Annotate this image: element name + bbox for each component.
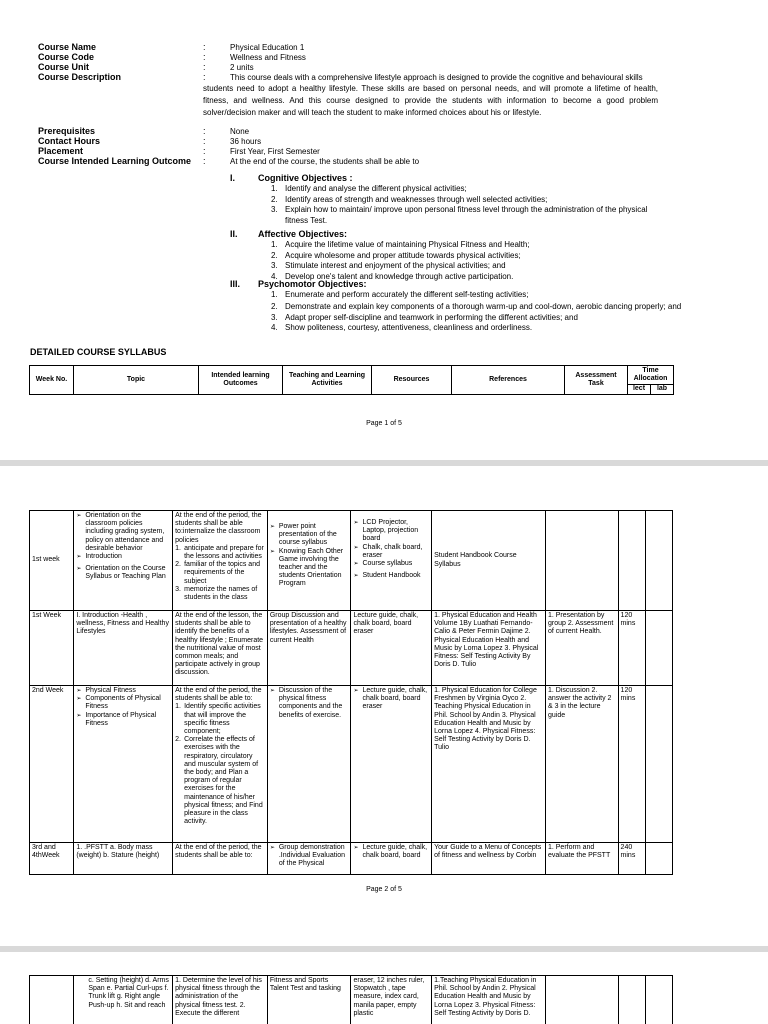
ilo-cell: 1. Determine the level of his physical fitness through the administration of the physical fitness test. 2. Execute the different: [173, 976, 268, 1024]
colon: :: [203, 156, 206, 166]
section-number: I.: [230, 173, 236, 183]
page-1: [0, 0, 768, 460]
prerequisites-value: None: [230, 127, 250, 136]
lab-cell: [645, 976, 672, 1024]
course-description-value: This course deals with a comprehensive lifestyle approach is designed to provide the cognitive and behavioural skills: [230, 73, 643, 82]
list-item: 3. Explain how to maintain/ improve upon personal fitness level through the administration of the physical fitness Test.: [271, 205, 648, 225]
lab-cell: [645, 611, 672, 686]
tla-cell: Fitness and Sports Talent Test and tasking: [267, 976, 351, 1024]
table-row: [30, 976, 673, 1024]
list-item: ➢ Components of Physical Fitness: [76, 695, 170, 711]
assessment-cell: [545, 511, 618, 611]
table-row: [30, 511, 673, 611]
resources-cell: [351, 843, 432, 875]
syllabus-table-page-2: [29, 510, 673, 875]
list-item: 1. Enumerate and perform accurately the different self-testing activities;: [271, 290, 529, 299]
colon: :: [203, 62, 206, 72]
lect-cell: [618, 976, 645, 1024]
topic-cell: [74, 686, 173, 843]
resources-cell: Lecture guide, chalk, chalk board, board eraser: [351, 611, 432, 686]
ilo-intro: At the end of the period, the students shall be able to:internalize the classroom policies: [175, 512, 262, 544]
table-row: [30, 686, 673, 843]
tla-cell: [267, 843, 351, 875]
list-item: 2. Identify areas of strength and weaknesses through well selected activities;: [271, 194, 548, 204]
prerequisites-label: Prerequisites: [38, 126, 96, 136]
list-item: ➢ Importance of Physical Fitness: [76, 712, 170, 728]
course-code-value: Wellness and Fitness: [230, 53, 306, 62]
course-unit-label: Course Unit: [38, 62, 90, 72]
assessment-cell: 1. Presentation by group 2. Assessment of current Health.: [545, 611, 618, 686]
col-references: References: [452, 366, 565, 395]
ilo-value: At the end of the course, the students shall be able to: [230, 157, 420, 166]
references-cell: 1. Physical Education for College Freshmen by Virginia Oyco 2. Teaching Physical Education in Phil. School by Andin 3. Physical Education Health and Music by Lorna Lopez 4. Physical Fitness: Self Testing Activity by Doris D. Tulio: [432, 686, 546, 843]
lect-cell: [618, 511, 645, 611]
list-item: 3. Adapt proper self-discipline and teamwork in performing the different activities; and: [271, 312, 578, 322]
topic-cell: I. Introduction -Health , wellness, Fitness and Healthy Lifestyles: [74, 611, 173, 686]
week-cell: 1st week: [30, 511, 74, 611]
cognitive-objectives-title: Cognitive Objectives :: [258, 173, 353, 183]
topic-cell: [74, 511, 173, 611]
col-tla: Teaching and Learning Activities: [283, 366, 372, 395]
tla-cell: [267, 686, 351, 843]
affective-objectives-title: Affective Objectives:: [258, 229, 348, 239]
ilo-cell: [173, 511, 268, 611]
ilo-label: Course Intended Learning Outcome: [38, 156, 192, 166]
tla-cell: [267, 511, 351, 611]
contact-hours-label: Contact Hours: [38, 136, 101, 146]
topic-cell: 1. .PFSTT a. Body mass (weight) b. Stature (height): [74, 843, 173, 875]
lab-cell: [645, 843, 672, 875]
references-cell: Student Handbook Course Syllabus: [432, 511, 546, 611]
table-row: [30, 611, 673, 686]
lect-cell: 120 mins: [618, 611, 645, 686]
cognitive-objectives-list: [271, 184, 661, 226]
colon: :: [203, 136, 206, 146]
lab-cell: [645, 511, 672, 611]
col-week: Week No.: [30, 366, 74, 395]
course-name-label: Course Name: [38, 42, 97, 52]
list-item: ➢ Introduction: [76, 553, 170, 561]
list-item: ➢ Orientation on the Course Syllabus or Teaching Plan: [76, 565, 170, 581]
placement-value: First Year, First Semester: [230, 147, 320, 156]
section-number: II.: [230, 229, 238, 239]
page-number: Page 1 of 5: [366, 420, 402, 427]
list-item: 1. Identify and analyse the different physical activities;: [271, 184, 467, 193]
list-item: ➢ Physical Fitness: [76, 687, 170, 695]
col-topic: Topic: [74, 366, 199, 395]
list-item: 3. memorize the names of students in the class: [175, 585, 258, 602]
course-description-continued: students need to adopt a healthy lifestyle. These skills are based on personal needs, and will promote a lifetime of health, fitness, and wellness. And this course designed to provide the students with information to become a good problem solver/decision maker and will teach the student to make informed choices about his or lifestyle.: [203, 84, 658, 117]
resources-cell: [351, 511, 432, 611]
list-item: 1. Acquire the lifetime value of maintaining Physical Fitness and Health;: [271, 240, 530, 249]
ilo-cell: At the end of the period, the students shall be able to:: [173, 843, 268, 875]
section-number: III.: [230, 279, 241, 289]
colon: :: [203, 72, 206, 82]
list-item: ➢ Lecture guide, chalk, chalk board, board eraser: [353, 687, 429, 712]
list-item: ➢ Power point presentation of the course syllabus: [270, 523, 349, 548]
list-item: 2. Acquire wholesome and proper attitude towards physical activities;: [271, 250, 521, 260]
syllabus-header-table: [29, 365, 674, 395]
page-number: Page 2 of 5: [366, 886, 402, 893]
col-lab: lab: [651, 385, 674, 394]
references-cell: 1.Teaching Physical Education in Phil. School by Andin 2. Physical Education Health and Music by Lorna Lopez 3. Physical Fitness: Self Testing Activity by Doris D.: [432, 976, 546, 1024]
page-2: [0, 466, 768, 946]
list-item: 1. Identify specific activities that will improve the specific fitness component;: [175, 703, 261, 736]
ilo-cell: [173, 686, 268, 843]
week-cell: [30, 976, 74, 1024]
week-cell: 2nd Week: [30, 686, 74, 843]
contact-hours-value: 36 hours: [230, 137, 262, 146]
assessment-cell: 1. Discussion 2. answer the activity 2 & 3 in the lecture guide: [545, 686, 618, 843]
lect-cell: 120 mins: [618, 686, 645, 843]
list-item: 3. Stimulate interest and enjoyment of the physical activities; and: [271, 261, 506, 270]
references-cell: 1. Physical Education and Health Volume 1By Luathati Fernando-Calio & Peter Fermin Dajime 2. Physical Education Health and Music by Lorna Lopez 3. Physical Fitness: Self Testing Activity By Doris D. Tulio: [432, 611, 546, 686]
affective-objectives-list: [271, 240, 691, 282]
course-description-label: Course Description: [38, 72, 122, 82]
course-code-label: Course Code: [38, 52, 95, 62]
list-item: ➢ Knowing Each Other Game involving the teacher and the students Orientation Program: [270, 548, 349, 589]
topic-cell: c. Setting (height) d. Arms Span e. Partial Curl-ups f. Trunk lift g. Right angle Push-up h. Sit and reach: [74, 976, 173, 1024]
course-unit-value: 2 units: [230, 63, 254, 72]
resources-cell: eraser, 12 inches ruler, Stopwatch , tape measure, index card, manila paper, empty plastic: [351, 976, 432, 1024]
ilo-cell: At the end of the lesson, the students shall be able to identify the benefits of a healthy lifestyle ; Enumerate the nutritional value of most common meals; and participate actively in group discussion.: [173, 611, 268, 686]
col-resources: Resources: [372, 366, 452, 395]
assessment-cell: 1. Perform and evaluate the PFSTT: [545, 843, 618, 875]
list-item: ➢ LCD Projector, Laptop, projection board: [353, 519, 429, 544]
col-ilo: Intended learning Outcomes: [199, 366, 283, 395]
list-item: 2. familiar of the topics and requirements of the subject: [175, 561, 260, 585]
page-3: [0, 952, 768, 1024]
references-cell: Your Guide to a Menu of Concepts of fitness and wellness by Corbin: [432, 843, 546, 875]
colon: :: [203, 52, 206, 62]
syllabus-heading: DETAILED COURSE SYLLABUS: [30, 347, 167, 357]
week-cell: 3rd and 4thWeek: [30, 843, 74, 875]
course-name-value: Physical Education 1: [230, 43, 305, 52]
placement-label: Placement: [38, 146, 84, 156]
syllabus-table-page-3: [29, 975, 673, 1024]
week-cell: 1st Week: [30, 611, 74, 686]
list-item: ➢ Lecture guide, chalk, chalk board, board: [353, 844, 429, 860]
lab-cell: [645, 686, 672, 843]
list-item: 4. Develop one's talent and knowledge through active participation.: [271, 271, 514, 281]
ilo-intro: At the end of the period, the students shall be able to:: [175, 687, 262, 703]
list-item: ➢ Course syllabus: [353, 560, 429, 568]
tla-cell: Group Discussion and presentation of a healthy lifestyles. Assessment of current Health: [267, 611, 351, 686]
list-item: ➢ Discussion of the physical fitness components and the benefits of exercise.: [270, 687, 349, 720]
resources-cell: [351, 686, 432, 843]
col-assessment: Assessment Task: [565, 366, 628, 395]
list-item: 2. Demonstrate and explain key components of a thorough warm-up and cool-down, aerobic dancing properly; and: [271, 301, 682, 311]
list-item: 4. Show politeness, courtesy, attentiveness, cleanliness and orderliness.: [271, 323, 533, 332]
psychomotor-objectives-list: [271, 290, 696, 334]
colon: :: [203, 42, 206, 52]
psychomotor-objectives-title: Psychomotor Objectives:: [258, 279, 367, 289]
colon: :: [203, 126, 206, 136]
table-row: [30, 843, 673, 875]
list-item: ➢ Chalk, chalk board, eraser: [353, 544, 429, 560]
col-time-allocation: Time Allocation: [628, 366, 674, 385]
col-lect: lect: [628, 385, 651, 394]
list-item: 1. anticipate and prepare for the lessons and activities: [175, 544, 264, 561]
list-item: ➢ Student Handbook: [353, 572, 429, 580]
colon: :: [203, 146, 206, 156]
list-item: 2. Correlate the effects of exercises with the respiratory, circulatory and muscular system of the body; and Plan a program of regular exercises for the maintenance of his/her physical fitness; and Find pleasure in the class activity.: [175, 736, 263, 826]
lect-cell: 240 mins: [618, 843, 645, 875]
list-item: ➢ Orientation on the classroom policies including grading system, policy on attendance and desirable behavior: [76, 512, 170, 553]
assessment-cell: [545, 976, 618, 1024]
list-item: ➢ Group demonstration .Individual Evaluation of the Physical: [270, 844, 349, 869]
